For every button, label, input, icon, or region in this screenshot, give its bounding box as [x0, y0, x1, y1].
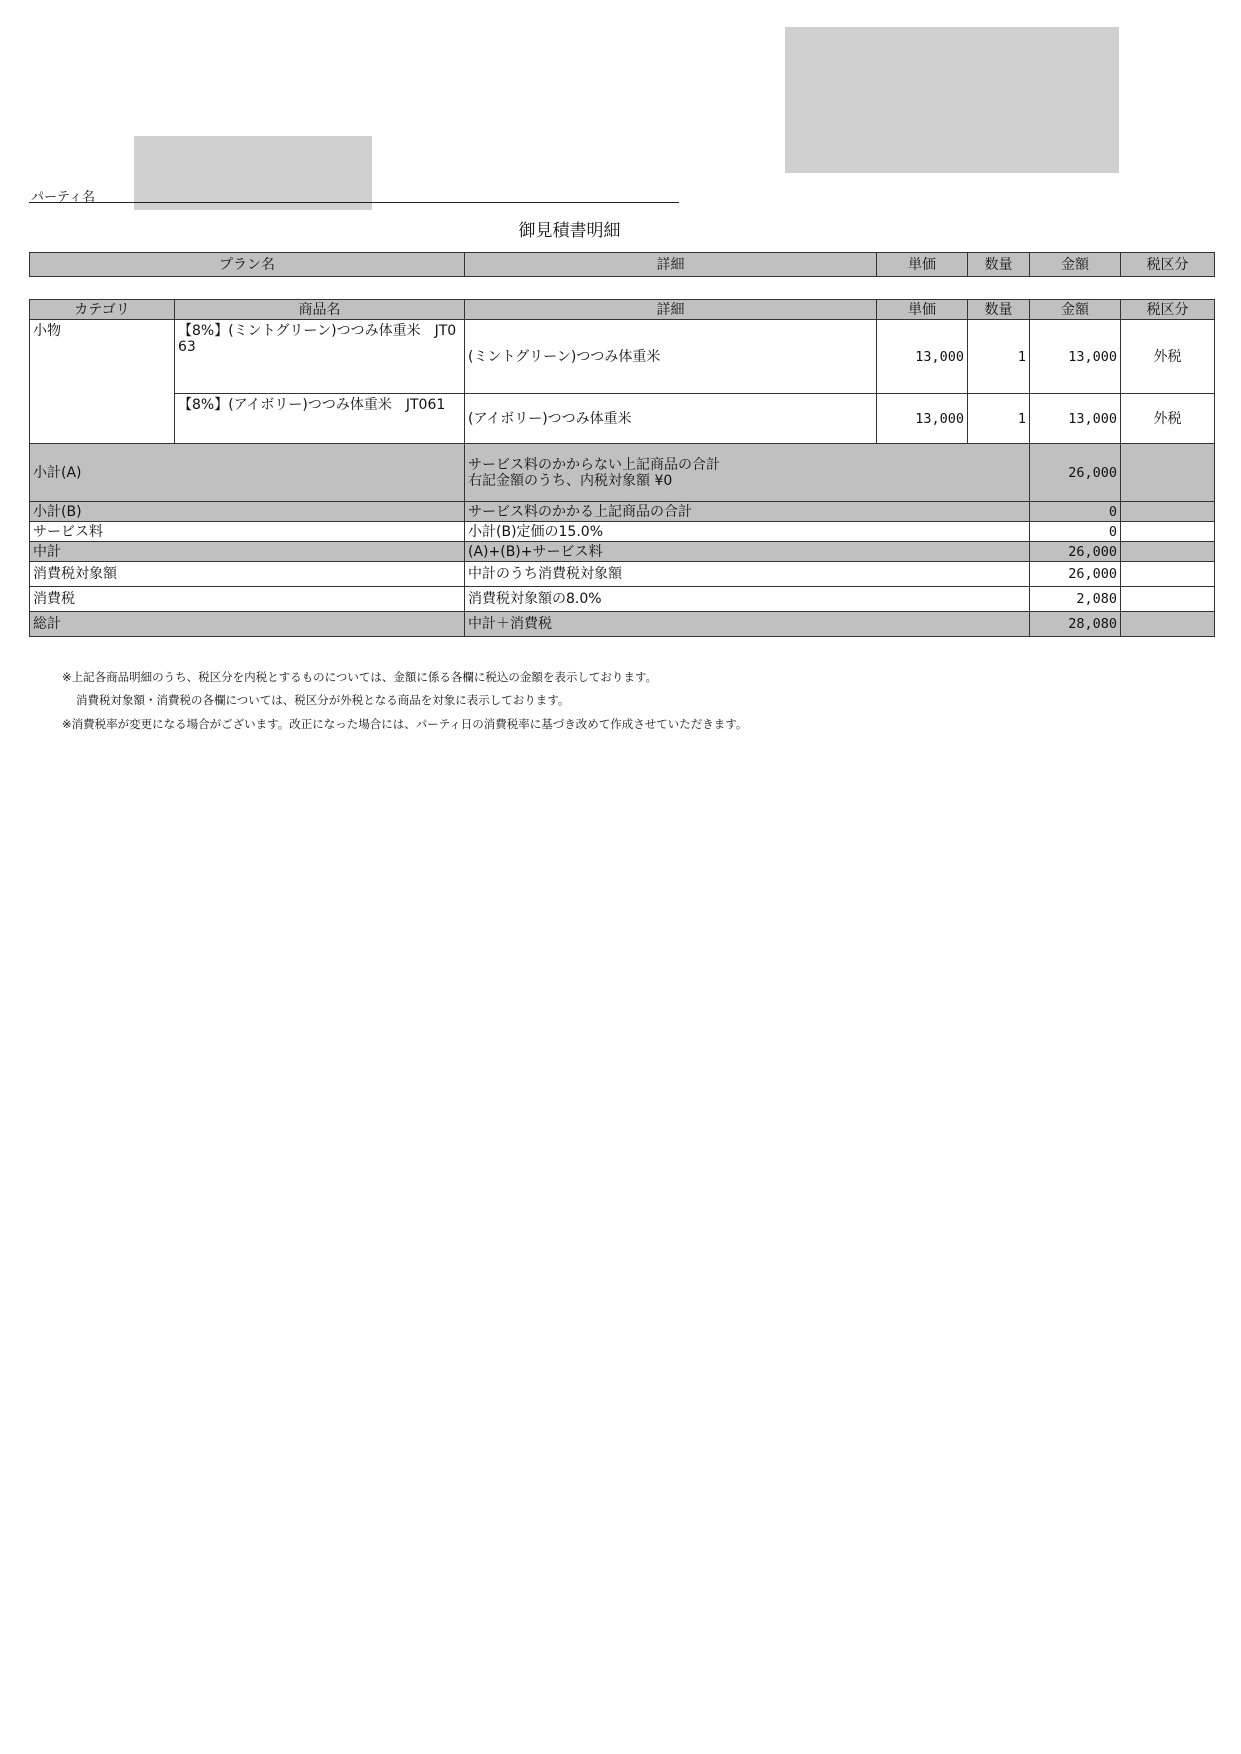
subtotal-b-amount: 0 — [1030, 502, 1121, 522]
header-amount: 金額 — [1030, 253, 1121, 277]
subtotal-a-desc-line1: サービス料のかからない上記商品の合計 — [468, 456, 720, 473]
service-charge-amount: 0 — [1030, 522, 1121, 542]
grand-total-tax-cell — [1121, 612, 1215, 637]
taxable-amount-tax-cell — [1121, 562, 1215, 587]
subtotal-a-row — [30, 444, 1215, 502]
header-quantity: 数量 — [968, 253, 1030, 277]
header-product-name: 商品名 — [175, 300, 465, 320]
quantity-cell: 1 — [968, 320, 1030, 394]
redacted-block-top — [785, 27, 1119, 173]
header-detail: 詳細 — [465, 300, 877, 320]
subtotal-b-label: 小計(B) — [30, 502, 465, 522]
footnote-tax-exclusive: 消費税対象額・消費税の各欄については、税区分が外税となる商品を対象に表示しております。 — [76, 693, 570, 707]
subtotal-a-tax-cell — [1121, 444, 1215, 502]
consumption-tax-label: 消費税 — [30, 587, 465, 612]
party-name-underline — [29, 202, 679, 203]
amount-cell: 13,000 — [1030, 320, 1121, 394]
detail-cell: (ミントグリーン)つつみ体重米 — [465, 320, 877, 394]
grand-total-amount: 28,080 — [1030, 612, 1121, 637]
tax-category-cell: 外税 — [1121, 394, 1215, 444]
midtotal-row — [30, 542, 1215, 562]
plan-table — [29, 252, 1215, 277]
detail-table — [29, 299, 1215, 637]
table-row — [30, 320, 1215, 394]
taxable-amount-value: 26,000 — [1030, 562, 1121, 587]
footnote-tax-inclusive: ※上記各商品明細のうち、税区分を内税とするものについては、金額に係る各欄に税込の金額を表示しております。 — [62, 670, 657, 684]
header-unit-price: 単価 — [877, 253, 968, 277]
quantity-cell: 1 — [968, 394, 1030, 444]
party-name-label: パーティ名 — [31, 190, 95, 205]
product-name-cell: 【8%】(アイボリー)つつみ体重米 JT061 — [175, 394, 465, 444]
detail-cell: (アイボリー)つつみ体重米 — [465, 394, 877, 444]
footnote-tax-rate-change: ※消費税率が変更になる場合がございます。改正になった場合には、パーティ日の消費税率に基づき改めて作成させていただきます。 — [62, 717, 748, 731]
midtotal-description: (A)+(B)+サービス料 — [465, 542, 1030, 562]
product-name-cell: 【8%】(ミントグリーン)つつみ体重米 JT063 — [175, 320, 465, 394]
grand-total-label: 総計 — [30, 612, 465, 637]
grand-total-row — [30, 612, 1215, 637]
taxable-amount-description: 中計のうち消費税対象額 — [465, 562, 1030, 587]
unit-price-cell: 13,000 — [877, 394, 968, 444]
header-amount: 金額 — [1030, 300, 1121, 320]
service-charge-label: サービス料 — [30, 522, 465, 542]
unit-price-cell: 13,000 — [877, 320, 968, 394]
grand-total-description: 中計＋消費税 — [465, 612, 1030, 637]
header-category: カテゴリ — [30, 300, 175, 320]
consumption-tax-row — [30, 587, 1215, 612]
redacted-party-name — [134, 136, 372, 210]
header-tax-category: 税区分 — [1121, 300, 1215, 320]
service-charge-tax-cell — [1121, 522, 1215, 542]
amount-cell: 13,000 — [1030, 394, 1121, 444]
consumption-tax-tax-cell — [1121, 587, 1215, 612]
subtotal-a-amount: 26,000 — [1030, 444, 1121, 502]
subtotal-a-desc-line2: 右記金額のうち、内税対象額 ¥0 — [468, 472, 673, 489]
consumption-tax-amount: 2,080 — [1030, 587, 1121, 612]
header-unit-price: 単価 — [877, 300, 968, 320]
subtotal-a-description — [465, 444, 1030, 502]
taxable-amount-label: 消費税対象額 — [30, 562, 465, 587]
subtotal-b-tax-cell — [1121, 502, 1215, 522]
service-charge-row — [30, 522, 1215, 542]
consumption-tax-description: 消費税対象額の8.0% — [465, 587, 1030, 612]
subtotal-a-label: 小計(A) — [30, 444, 465, 502]
category-cell: 小物 — [30, 320, 175, 444]
header-detail: 詳細 — [465, 253, 877, 277]
midtotal-label: 中計 — [30, 542, 465, 562]
header-tax-category: 税区分 — [1121, 253, 1215, 277]
midtotal-tax-cell — [1121, 542, 1215, 562]
header-quantity: 数量 — [968, 300, 1030, 320]
midtotal-amount: 26,000 — [1030, 542, 1121, 562]
header-plan-name: プラン名 — [30, 253, 465, 277]
service-charge-description: 小計(B)定価の15.0% — [465, 522, 1030, 542]
subtotal-b-description: サービス料のかかる上記商品の合計 — [465, 502, 1030, 522]
subtotal-b-row — [30, 502, 1215, 522]
table-row — [30, 394, 1215, 444]
detail-header-row — [30, 300, 1215, 320]
taxable-amount-row — [30, 562, 1215, 587]
document-title: 御見積書明細 — [518, 221, 621, 241]
tax-category-cell: 外税 — [1121, 320, 1215, 394]
